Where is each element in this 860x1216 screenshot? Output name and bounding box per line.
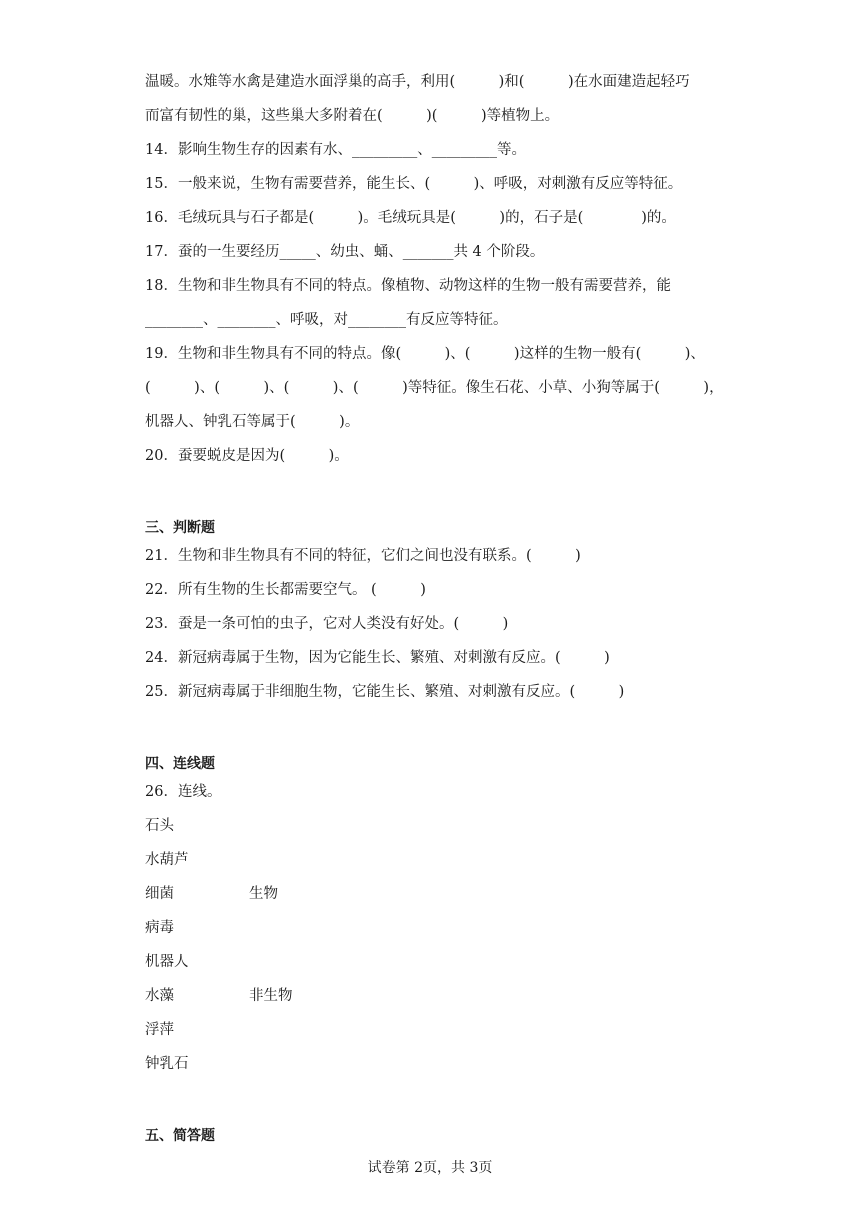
question-20: 20．蚕要蜕皮是因为( )。 (145, 448, 349, 464)
match-left-item: 钟乳石 (145, 1056, 189, 1072)
question-19-line-1: 19．生物和非生物具有不同的特点。像( )、( )这样的生物一般有( )、 (145, 346, 705, 362)
question-17: 17．蚕的一生要经历_____、幼虫、蛹、_______共 4 个阶段。 (145, 244, 545, 260)
match-left-item: 细菌 (145, 886, 174, 902)
match-right-item: 非生物 (249, 988, 293, 1004)
match-left-item: 浮萍 (145, 1022, 174, 1038)
question-15: 15．一般来说，生物有需要营养，能生长、( )、呼吸，对刺激有反应等特征。 (145, 176, 683, 192)
question-21: 21．生物和非生物具有不同的特征，它们之间也没有联系。( ) (145, 548, 581, 564)
question-24: 24．新冠病毒属于生物，因为它能生长、繁殖、对刺激有反应。( ) (145, 650, 610, 666)
question-25: 25．新冠病毒属于非细胞生物，它能生长、繁殖、对刺激有反应。( ) (145, 684, 625, 700)
match-left-item: 石头 (145, 818, 174, 834)
page-footer: 试卷第 2页，共 3页 (367, 1160, 493, 1176)
question-26: 26．连线。 (145, 784, 222, 800)
match-left-item: 病毒 (145, 920, 174, 936)
section-4-title: 四、连线题 (145, 756, 215, 772)
match-left-item: 水藻 (145, 988, 174, 1004)
question-22: 22．所有生物的生长都需要空气。 ( ) (145, 582, 426, 598)
match-left-item: 水葫芦 (145, 852, 189, 868)
question-13-line-3: 而富有韧性的巢，这些巢大多附着在( )( )等植物上。 (145, 108, 560, 124)
section-3-title: 三、判断题 (145, 520, 215, 536)
question-18-line-1: 18．生物和非生物具有不同的特点。像植物、动物这样的生物一般有需要营养，能 (145, 278, 671, 294)
question-14: 14．影响生物生存的因素有水、_________、_________等。 (145, 142, 526, 158)
match-right-item: 生物 (249, 886, 278, 902)
section-5-title: 五、简答题 (145, 1128, 215, 1144)
question-19-line-3: 机器人、钟乳石等属于( )。 (145, 414, 360, 430)
question-19-line-2: ( )、( )、( )、( )等特征。像生石花、小草、小狗等属于( )， (145, 380, 724, 396)
question-23: 23．蚕是一条可怕的虫子，它对人类没有好处。( ) (145, 616, 509, 632)
question-18-line-2: ________、________、呼吸，对________有反应等特征。 (145, 312, 508, 328)
question-13-line-2: 温暖。水雉等水禽是建造水面浮巢的高手，利用( )和( )在水面建造起轻巧 (145, 74, 690, 90)
question-16: 16．毛绒玩具与石子都是( )。毛绒玩具是( )的，石子是( )的。 (145, 210, 676, 226)
match-left-item: 机器人 (145, 954, 189, 970)
